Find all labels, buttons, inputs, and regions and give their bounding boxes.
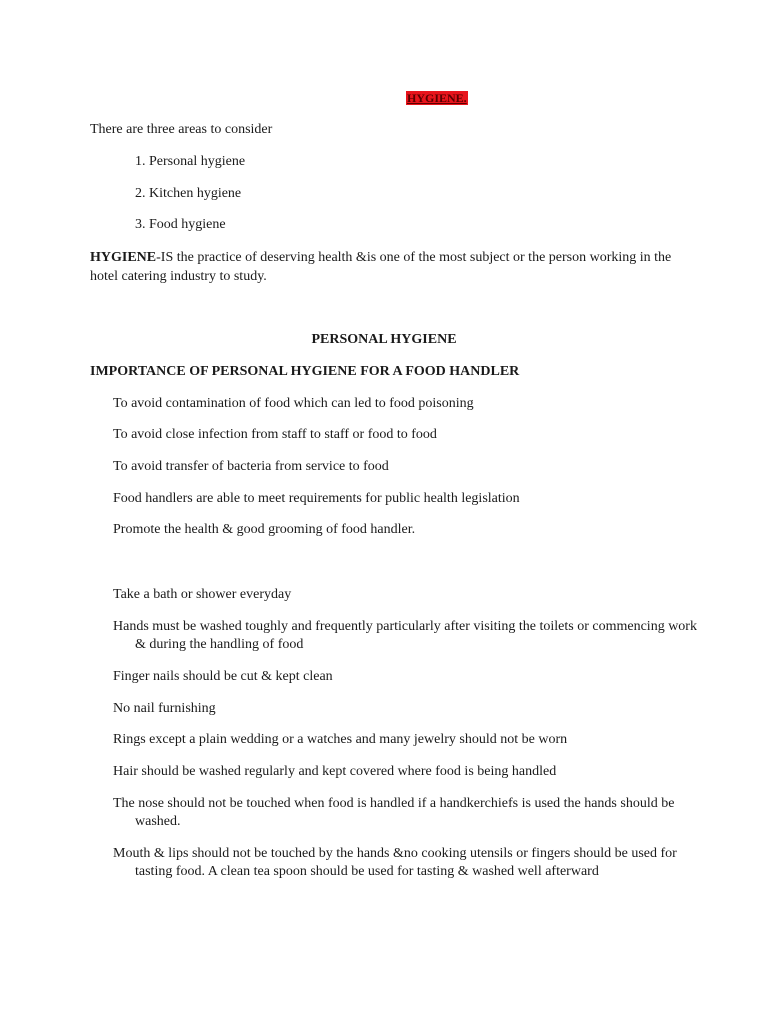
rule-item: Take a bath or shower everyday — [113, 587, 292, 602]
intro-text: There are three areas to consider — [90, 122, 273, 137]
area-item: 2. Kitchen hygiene — [135, 186, 242, 201]
definition-term: HYGIENE — [90, 250, 157, 265]
rule-item: Mouth & lips should not be touched by the hands &no cooking utensils or fingers should be used for tasting food. A clean tea spoon should be used for tasting & washed well afterward — [113, 846, 677, 879]
rule-item: No nail furnishing — [113, 701, 216, 716]
rule-item: The nose should not be touched when food is handled if a handkerchiefs is used the hands should be washed. — [113, 796, 675, 829]
importance-item: To avoid close infection from staff to staff or food to food — [113, 427, 437, 442]
importance-item: To avoid contamination of food which can led to food poisoning — [113, 396, 474, 411]
rule-item: Hands must be washed toughly and frequently particularly after visiting the toilets or commencing work & during the handling of food — [113, 619, 697, 652]
document-title: HYGIENE. — [407, 91, 467, 105]
rule-item: Finger nails should be cut & kept clean — [113, 669, 333, 684]
rule-item: Rings except a plain wedding or a watches and many jewelry should not be worn — [113, 732, 568, 747]
definition-paragraph — [90, 248, 675, 286]
subheading: IMPORTANCE OF PERSONAL HYGIENE FOR A FOOD HANDLER — [90, 364, 520, 379]
importance-item: Food handlers are able to meet requirements for public health legislation — [113, 491, 520, 506]
area-item: 1. Personal hygiene — [135, 154, 246, 169]
area-item: 3. Food hygiene — [135, 217, 226, 232]
section-heading: PERSONAL HYGIENE — [311, 332, 457, 347]
rule-item: Hair should be washed regularly and kept covered where food is being handled — [113, 764, 557, 779]
definition-text: -IS the practice of deserving health &is one of the most subject or the person working in the hotel catering industry to study. — [90, 250, 672, 284]
importance-item: Promote the health & good grooming of food handler. — [113, 522, 416, 537]
importance-item: To avoid transfer of bacteria from service to food — [113, 459, 389, 474]
